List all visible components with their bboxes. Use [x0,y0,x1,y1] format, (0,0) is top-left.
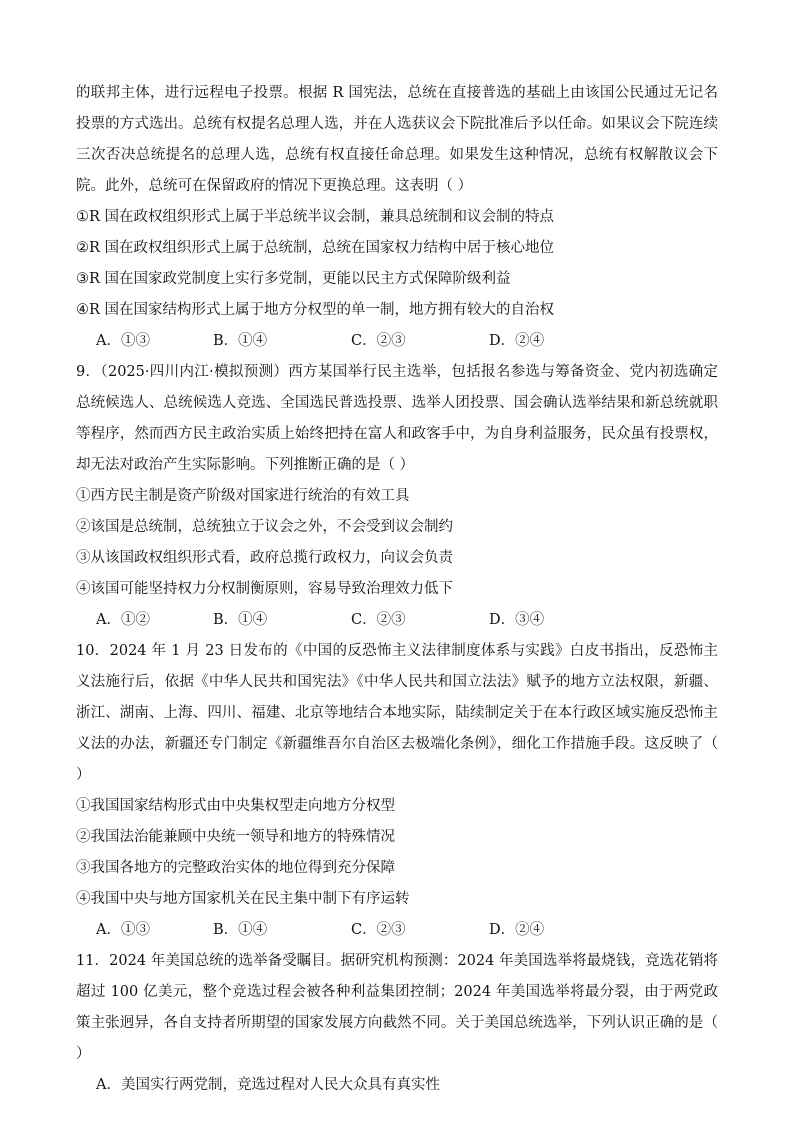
q10-choice-d: D．②④ [489,922,545,938]
q10-stem: 10．2024 年 1 月 23 日发布的《中国的反恐怖主义法律制度体系与实践》白皮书指出，反恐怖主义法施行后，依据《中华人民共和国宪法》《中华人民共和国立法法》赋予的地方立法权限，新疆、浙江、湖南、上海、四川、福建、北京等地结合本地实际，陆续制定关于在本行政区域实施反恐怖主义法的办法，新疆还专门制定《新疆维吾尔自治区去极端化条例》，细化工作措施手段。这反映了（ ） [76,643,718,783]
q9-choices [76,605,718,636]
q9-choice-c: C．②③ [351,612,406,628]
q8-option-3: ③R 国在国家政党制度上实行多党制，更能以民主方式保障阶级利益 [76,271,511,287]
q10-choice-a: A．①③ [96,922,150,938]
q11-choice-a: A．美国实行两党制，竞选过程对人民大众具有真实性 [96,1077,440,1093]
q8-option-4: ④R 国在国家结构形式上属于地方分权型的单一制，地方拥有较大的自治权 [76,302,555,318]
q9-choice-d: D．③④ [489,612,545,628]
q9-choice-a: A．①② [96,612,150,628]
q8-choice-b: B．①④ [213,333,268,349]
q10-option-3: ③我国各地方的完整政治实体的地位得到充分保障 [76,860,395,876]
q10-choice-c: C．②③ [351,922,406,938]
q8-option-2: ②R 国在政权组织形式上属于总统制，总统在国家权力结构中居于核心地位 [76,240,555,256]
q8-choice-d: D．②④ [489,333,545,349]
q8-choices [76,326,718,357]
q11-stem: 11．2024 年美国总统的选举备受瞩目。据研究机构预测：2024 年美国选举将最烧钱，竞选花销将超过 100 亿美元，整个竞选过程会被各种利益集团控制；2024 年美国选举将最分裂，由于两党政策主张迥异，各自支持者所期望的国家发展方向截然不同。关于美国总统选举，下列认识正确的是（ ） [76,953,718,1062]
q8-choice-c: C．②③ [351,333,406,349]
q8-stem: 的联邦主体，进行远程电子投票。根据 R 国宪法，总统在直接普选的基础上由该国公民通过无记名投票的方式选出。总统有权提名总理人选，并在人选获议会下院批准后予以任命。如果议会下院连续三次否决总统提名的总理人选，总统有权直接任命总理。如果发生这种情况，总统有权解散议会下院。此外，总统可在保留政府的情况下更换总理。这表明（ ） [76,85,718,194]
q9-option-3: ③从该国政权组织形式看，政府总揽行政权力，向议会负责 [76,550,453,566]
q10-option-2: ②我国法治能兼顾中央统一领导和地方的特殊情况 [76,829,395,845]
q9-option-1: ①西方民主制是资产阶级对国家进行统治的有效工具 [76,488,410,504]
q9-option-4: ④该国可能坚持权力分权制衡原则，容易导致治理效力低下 [76,581,453,597]
q10-choices [76,915,718,946]
q10-choice-b: B．①④ [213,922,268,938]
q9-option-2: ②该国是总统制，总统独立于议会之外，不会受到议会制约 [76,519,453,535]
q8-option-1: ①R 国在政权组织形式上属于半总统半议会制，兼具总统制和议会制的特点 [76,209,555,225]
q9-choice-b: B．①④ [213,612,268,628]
q10-option-4: ④我国中央与地方国家机关在民主集中制下有序运转 [76,891,410,907]
document-content [76,78,718,1101]
q10-option-1: ①我国国家结构形式由中央集权型走向地方分权型 [76,798,395,814]
q9-stem: 9．（2025·四川内江·模拟预测）西方某国举行民主选举，包括报名参选与筹备资金、党内初选确定总统候选人、总统候选人竞选、全国选民普选投票、选举人团投票、国会确认选举结果和新总统就职等程序，然而西方民主政治实质上始终把持在富人和政客手中，为自身利益服务，民众虽有投票权，却无法对政治产生实际影响。下列推断正确的是（ ） [76,364,718,473]
q8-choice-a: A．①③ [96,333,150,349]
